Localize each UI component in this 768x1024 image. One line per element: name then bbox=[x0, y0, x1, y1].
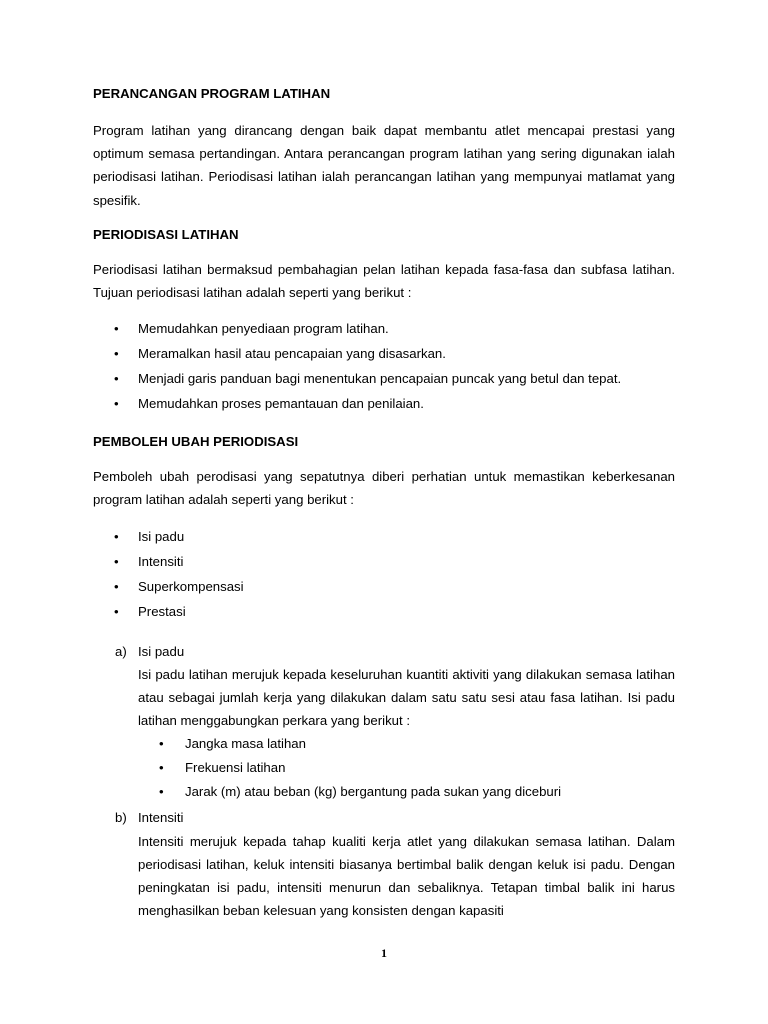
paragraph-periodisasi: Periodisasi latihan bermaksud pembahagian pelan latihan kepada fasa-fasa dan subfasa latihan. Tujuan periodisasi latihan adalah seperti yang berikut : bbox=[93, 261, 675, 301]
list-item: • Superkompensasi bbox=[93, 574, 675, 599]
bullet-icon: • bbox=[114, 321, 119, 337]
lettered-item-a bbox=[93, 640, 675, 805]
item-marker: b) bbox=[115, 810, 127, 826]
item-title: Isi padu bbox=[138, 643, 185, 659]
lettered-list bbox=[93, 640, 675, 923]
bullet-icon: • bbox=[114, 371, 119, 387]
list-item: • Meramalkan hasil atau pencapaian yang disasarkan. bbox=[93, 341, 675, 366]
bullet-icon: • bbox=[114, 346, 119, 362]
heading-pemboleh-ubah-periodisasi: PEMBOLEH UBAH PERIODISASI bbox=[93, 434, 299, 450]
lettered-item-b bbox=[93, 806, 675, 922]
document-body bbox=[93, 82, 675, 922]
item-text: Isi padu latihan merujuk kepada keseluruhan kuantiti aktiviti yang dilakukan semasa latihan atau sebagai jumlah kerja yang dilakukan dalam satu satu sesi atau fasa latihan. Isi padu latihan menggabungkan perkara yang berikut : bbox=[138, 666, 675, 729]
item-marker: a) bbox=[115, 643, 127, 659]
bullet-list-tujuan bbox=[93, 316, 675, 416]
page-number: 1 bbox=[381, 946, 387, 960]
bullet-icon: • bbox=[159, 760, 164, 776]
list-item: • Frekuensi latihan bbox=[138, 756, 675, 780]
bullet-icon: • bbox=[114, 603, 119, 619]
bullet-list-pemboleh-ubah bbox=[93, 524, 675, 624]
list-item: • Isi padu bbox=[93, 524, 675, 549]
list-item: • Intensiti bbox=[93, 549, 675, 574]
bullet-icon: • bbox=[159, 784, 164, 800]
list-item: • Memudahkan proses pemantauan dan penilaian. bbox=[93, 391, 675, 416]
bullet-list-isi-padu bbox=[138, 732, 675, 804]
bullet-icon: • bbox=[159, 736, 164, 752]
paragraph-pemboleh-ubah: Pemboleh ubah perodisasi yang sepatutnya diberi perhatian untuk memastikan keberkesanan program latihan adalah seperti yang berikut : bbox=[93, 469, 675, 508]
list-item: • Menjadi garis panduan bagi menentukan pencapaian puncak yang betul dan tepat. bbox=[93, 366, 675, 391]
list-item: • Jarak (m) atau beban (kg) bergantung pada sukan yang diceburi bbox=[138, 780, 675, 804]
bullet-icon: • bbox=[114, 553, 119, 569]
item-text: Intensiti merujuk kepada tahap kualiti kerja atlet yang dilakukan semasa latihan. Dalam periodisasi latihan, keluk intensiti biasanya bertimbal balik dengan keluk isi padu. Dengan peningkatan isi padu, intensiti menurun dan sebaliknya. Tetapan timbal balik ini harus menghasilkan beban kelesuan yang konsisten dengan kapasiti bbox=[138, 833, 675, 919]
list-item: • Memudahkan penyediaan program latihan. bbox=[93, 316, 675, 341]
bullet-icon: • bbox=[114, 578, 119, 594]
paragraph-intro: Program latihan yang dirancang dengan baik dapat membantu atlet mencapai prestasi yang optimum semasa pertandingan. Antara perancangan program latihan yang sering digunakan ialah periodisasi latihan. Periodisasi latihan ialah perancangan latihan yang mempunyai matlamat yang spesifik. bbox=[93, 123, 675, 208]
heading-periodisasi-latihan: PERIODISASI LATIHAN bbox=[93, 226, 239, 242]
list-item: • Jangka masa latihan bbox=[138, 732, 675, 756]
heading-perancangan-program-latihan: PERANCANGAN PROGRAM LATIHAN bbox=[93, 86, 331, 101]
list-item: • Prestasi bbox=[93, 599, 675, 624]
item-title: Intensiti bbox=[138, 810, 184, 826]
bullet-icon: • bbox=[114, 528, 119, 544]
bullet-icon: • bbox=[114, 396, 119, 412]
